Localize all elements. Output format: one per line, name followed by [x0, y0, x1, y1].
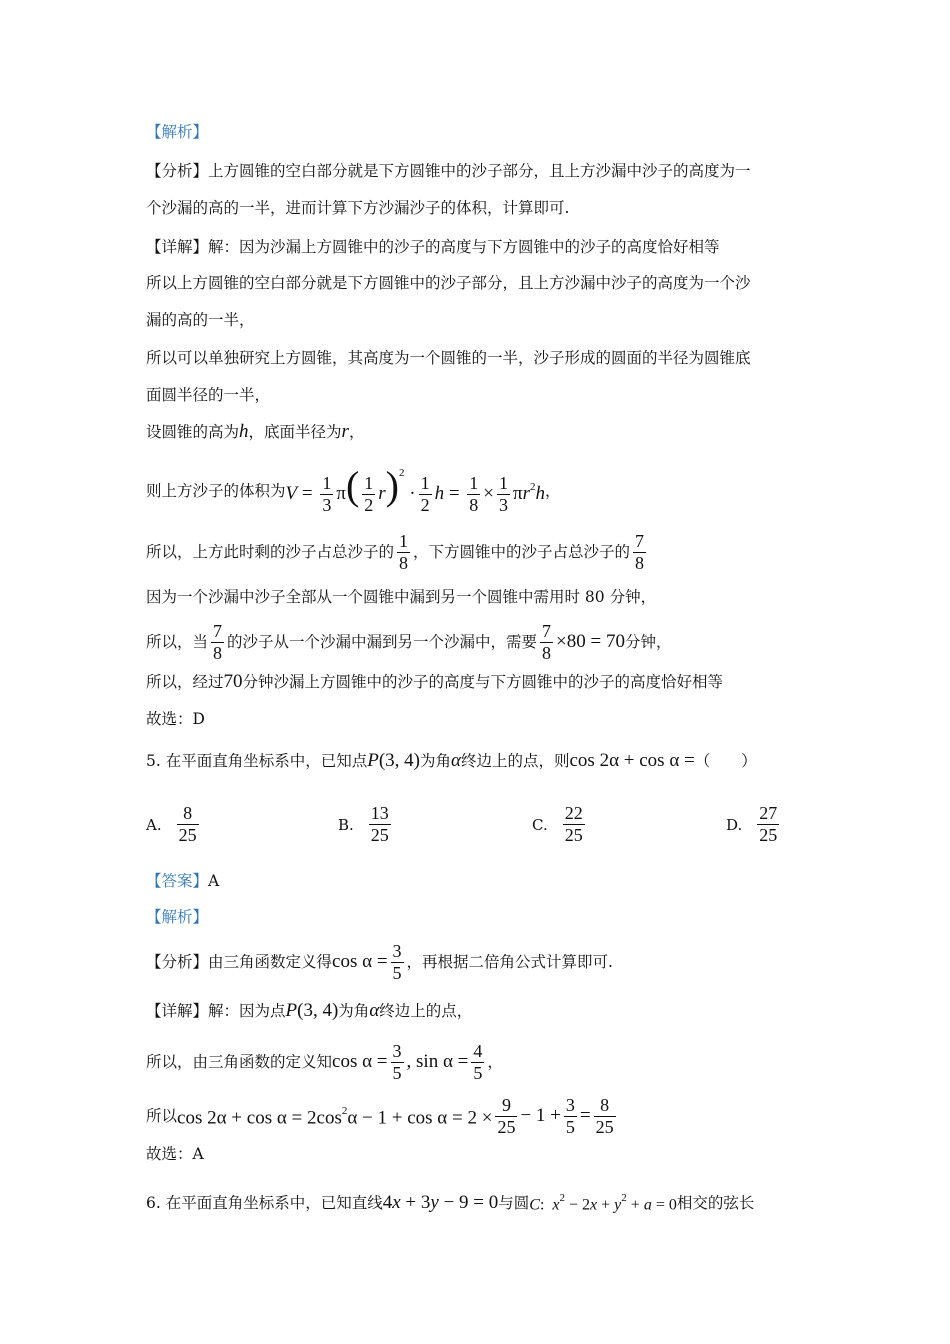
answer-line	[146, 870, 830, 892]
question-6-stem	[146, 1189, 870, 1216]
point-p: P(3, 4)	[285, 1000, 339, 1021]
fenxi-text: 由三角函数定义得	[208, 953, 333, 971]
solution-text: 因为一个沙漏中沙子全部从一个圆锥中漏到另一个圆锥中需用时 80 分钟，	[146, 588, 657, 606]
xiangjie-line-1	[146, 236, 830, 258]
fenxi-line-2	[146, 197, 830, 219]
fraction-seven-eighths: $\frac{7}{8}$	[635, 530, 645, 573]
solution-line	[146, 1040, 830, 1084]
solution-text: ，	[545, 482, 561, 500]
question-text: 终边上的点，则	[460, 752, 570, 770]
fraction-nine-25ths: $\frac{9}{25}$	[497, 1094, 516, 1137]
xiangjie-text: 为角	[338, 1002, 370, 1020]
line-equation: 4x + 3y − 9 = 0	[382, 1191, 499, 1213]
solution-text: 所以，上方此时剩的沙子占总沙子的	[146, 543, 395, 561]
question-text: 与圆	[498, 1193, 530, 1212]
option-c	[532, 803, 588, 846]
solution-text: 所以	[146, 1107, 178, 1125]
option-fraction: $\frac{8}{25}$	[178, 803, 197, 845]
equals-sign: =	[579, 1105, 591, 1126]
solution-text: 所以可以单独研究上方圆锥，其高度为一个圆锥的一半，沙子形成的圆面的半径为圆锥底	[146, 349, 751, 367]
question-text: 相交的弦长	[676, 1193, 755, 1212]
sin-expression: , sin α =	[406, 1051, 469, 1072]
variable-h: h	[239, 421, 249, 442]
xiangjie-text: 解：因为沙漏上方圆锥中的沙子的高度与下方圆锥中的沙子的高度恰好相等	[208, 238, 720, 256]
time-value: 70	[223, 671, 243, 692]
fenxi-line-1	[146, 160, 830, 182]
question-text: （ ）	[694, 752, 757, 770]
fraction: $\frac{1}{3}$	[499, 473, 509, 516]
xiangjie-text: 解：因为点	[208, 1002, 286, 1020]
option-label: A.	[146, 815, 162, 834]
jiexi-tag: 【解析】	[146, 908, 209, 926]
option-fraction: $\frac{22}{25}$	[564, 803, 583, 845]
answer-choice-line	[146, 1143, 830, 1165]
point-p: P(3, 4)	[367, 750, 420, 771]
solution-line	[146, 272, 830, 294]
angle-alpha: α	[369, 1000, 380, 1021]
question-text: 5. 在平面直角坐标系中，已知点	[146, 752, 368, 770]
xiangjie-tag: 【详解】	[146, 238, 209, 256]
double-angle-expression: $\cos 2\alpha + \cos \alpha = 2\cos^2\alpha - 1 + \cos \alpha = 2$ ×	[177, 1105, 493, 1129]
fenxi-text: 上方圆锥的空白部分就是下方圆锥中的沙子部分，且上方沙漏中沙子的高度为一	[208, 162, 751, 180]
solution-line	[146, 586, 830, 608]
fraction-seven-eighths: $\frac{7}{8}$	[213, 620, 223, 663]
solution-line	[146, 671, 830, 693]
fraction-four-fifths: $\frac{4}{5}$	[473, 1040, 483, 1083]
angle-alpha: α	[451, 750, 461, 771]
fraction-three-fifths: $\frac{3}{5}$	[392, 1040, 402, 1083]
expression-part: − 1 +	[520, 1105, 561, 1126]
jiexi-heading	[146, 121, 830, 143]
solution-text: 所以上方圆锥的空白部分就是下方圆锥中的沙子部分，且上方沙漏中沙子的高度为一个沙	[146, 274, 751, 292]
option-a	[146, 803, 202, 846]
fraction-seven-eighths: $\frac{7}{8}$	[542, 620, 552, 663]
option-fraction: $\frac{27}{25}$	[759, 803, 778, 845]
solution-text: 所以，由三角函数的定义知	[146, 1053, 333, 1071]
answer-value: A	[208, 872, 220, 890]
option-b	[338, 803, 394, 846]
solution-text: 则上方沙子的体积为	[146, 482, 286, 500]
cos-expression: cos α =	[332, 1051, 388, 1072]
fenxi-line	[146, 940, 830, 984]
answer-choice-text: 故选：D	[146, 710, 205, 728]
fraction-one-eighth: $\frac{1}{8}$	[399, 530, 409, 573]
option-label: B.	[338, 815, 354, 834]
xiangjie-line	[146, 1000, 830, 1022]
option-d	[726, 803, 782, 846]
variable-r: r	[341, 421, 349, 442]
question-expression: cos 2α + cos α =	[569, 750, 695, 771]
solution-line	[146, 1094, 830, 1138]
cos-expression: cos α =	[332, 951, 388, 972]
solution-line	[146, 421, 830, 443]
solution-text: 面圆半径的一半，	[146, 386, 271, 404]
fraction-three-fifths: $\frac{3}{5}$	[565, 1094, 575, 1137]
question-5-stem	[146, 750, 830, 772]
solution-text: 分钟沙漏上方圆锥中的沙子的高度与下方圆锥中的沙子的高度恰好相等	[242, 673, 724, 691]
option-label: D.	[726, 815, 743, 834]
solution-text: ，下方圆锥中的沙子占总沙子的	[413, 543, 631, 561]
fenxi-tag: 【分析】	[146, 953, 209, 971]
volume-formula: V = $\frac{1}{3}$ π( $\frac{1}{2}$ r)$^2$ · $\frac{1}{2}$ h = $\frac{1}{8}$ × $\frac{1}{3}$ $\pi r^2h$	[285, 462, 546, 516]
volume-formula-line	[146, 462, 830, 516]
circle-equation: C: $x^2 - 2x + y^2 + a = 0$	[529, 1192, 677, 1214]
daan-tag: 【答案】	[146, 872, 209, 890]
solution-text: ，	[487, 1053, 503, 1071]
jiexi-heading	[146, 906, 830, 928]
solution-text: 漏的高的一半，	[146, 311, 255, 329]
solution-line	[146, 309, 830, 331]
solution-text: 分钟，	[624, 633, 672, 651]
solution-text: 所以，经过	[146, 673, 224, 691]
option-fraction: $\frac{13}{25}$	[370, 803, 389, 845]
solution-line	[146, 530, 830, 574]
answer-choice-text: 故选：A	[146, 1145, 204, 1163]
solution-text: ，	[348, 423, 365, 441]
solution-text: ，底面半径为	[248, 423, 342, 441]
solution-line	[146, 384, 830, 406]
fraction-eight-25ths: $\frac{8}{25}$	[595, 1094, 614, 1137]
fraction: $\frac{1}{2}$	[420, 473, 430, 516]
fraction: $\frac{1}{2}$	[364, 473, 374, 516]
xiangjie-tag: 【详解】	[146, 1002, 209, 1020]
fenxi-tag: 【分析】	[146, 162, 209, 180]
answer-choice-line	[146, 708, 830, 730]
solution-text: 设圆锥的高为	[146, 423, 240, 441]
time-expression: ×80 = 70	[556, 631, 625, 652]
fenxi-text: 个沙漏的高的一半，进而计算下方沙漏沙子的体积，计算即可.	[146, 199, 570, 217]
fraction: $\frac{1}{3}$	[322, 473, 332, 516]
xiangjie-text: 终边上的点，	[379, 1002, 473, 1020]
solution-text: 的沙子从一个沙漏中漏到另一个沙漏中，需要	[227, 633, 538, 651]
solution-text: 所以，当	[146, 633, 209, 651]
fraction: $\frac{1}{8}$	[469, 473, 479, 516]
solution-line	[146, 347, 830, 369]
solution-line	[146, 620, 830, 664]
fenxi-text: ，再根据二倍角公式计算即可.	[406, 953, 613, 971]
fraction-three-fifths: $\frac{3}{5}$	[392, 940, 402, 983]
option-label: C.	[532, 815, 548, 834]
jiexi-tag: 【解析】	[146, 123, 209, 141]
question-text: 6. 在平面直角坐标系中，已知直线	[146, 1193, 383, 1212]
question-text: 为角	[419, 752, 451, 770]
